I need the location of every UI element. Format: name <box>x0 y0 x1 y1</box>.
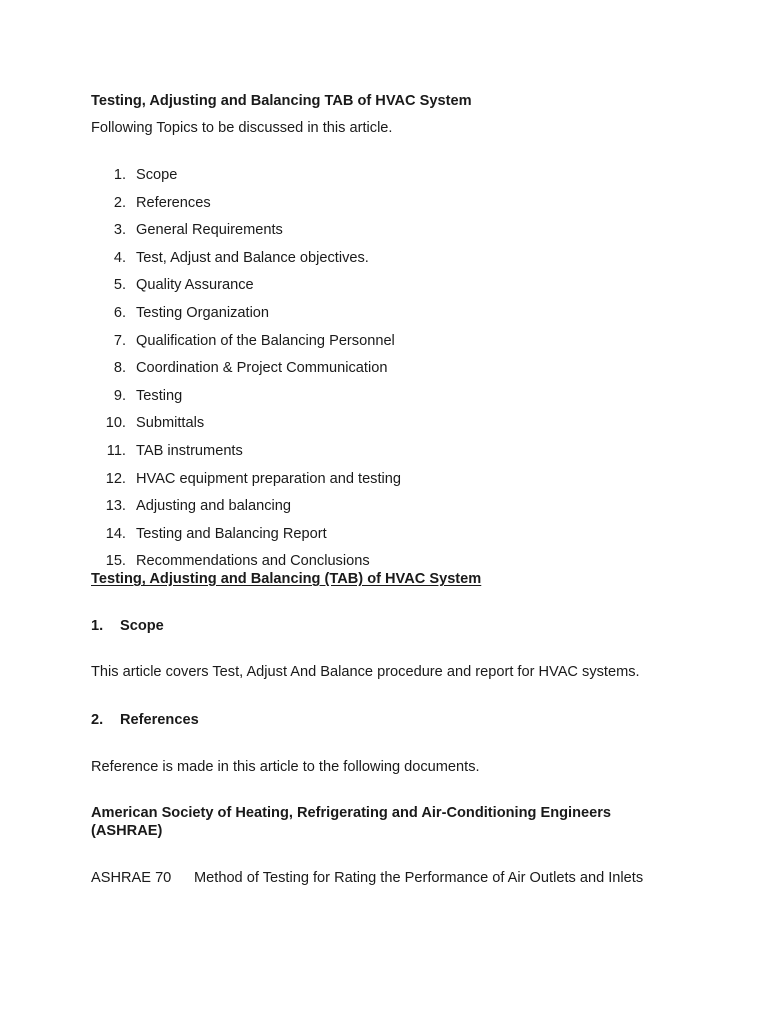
topic-number: 1. <box>113 167 126 183</box>
intro-lead: Following Topics to be discussed in this article. <box>91 120 393 136</box>
intro-title: Testing, Adjusting and Balancing TAB of HVAC System <box>91 93 472 109</box>
topic-label: Submittals <box>136 415 205 432</box>
section-title: References <box>120 712 199 728</box>
section-title: Scope <box>120 618 164 634</box>
topic-number: 13. <box>105 498 126 515</box>
topic-label: Testing and Balancing Report <box>136 525 327 542</box>
topics-list <box>91 167 691 577</box>
topic-number: 5. <box>113 277 126 294</box>
topic-label: HVAC equipment preparation and testing <box>136 470 402 487</box>
topic-label: Qualification of the Balancing Personnel <box>136 332 395 349</box>
topic-label: Test, Adjust and Balance objectives. <box>136 249 369 266</box>
scope-paragraph: This article covers Test, Adjust And Balance procedure and report for HVAC systems. <box>91 664 640 680</box>
topic-number: 6. <box>113 305 126 321</box>
topic-label: Quality Assurance <box>136 277 254 294</box>
topic-label: General Requirements <box>136 222 283 239</box>
section-heading-scope <box>91 618 391 638</box>
topic-label: Testing <box>136 387 183 404</box>
topic-label: Recommendations and Conclusions <box>136 553 370 570</box>
topic-number: 4. <box>113 249 126 266</box>
topic-number: 10. <box>105 415 126 432</box>
article-heading: Testing, Adjusting and Balancing (TAB) of HVAC System <box>91 571 482 587</box>
section-number: 1. <box>91 618 104 634</box>
topic-number: 8. <box>113 360 126 377</box>
reference-description: Method of Testing for Rating the Performance of Air Outlets and Inlets <box>194 870 644 886</box>
topic-number: 14. <box>105 525 126 542</box>
topic-number: 3. <box>113 222 126 239</box>
section-heading-references <box>91 712 391 732</box>
topic-number: 15. <box>105 553 126 570</box>
topic-label: Scope <box>136 167 178 183</box>
topic-number: 7. <box>113 332 126 349</box>
section-number: 2. <box>91 712 104 728</box>
topic-label: References <box>136 194 211 211</box>
topic-number: 12. <box>105 470 126 487</box>
topic-label: Adjusting and balancing <box>136 498 291 515</box>
topic-label: Coordination & Project Communication <box>136 360 388 377</box>
organization-name-line2: (ASHRAE) <box>91 823 163 839</box>
topic-label: TAB instruments <box>136 443 243 459</box>
reference-item <box>91 870 711 890</box>
organization-name-line1: American Society of Heating, Refrigerating and Air-Conditioning Engineers <box>91 805 612 821</box>
topic-number: 9. <box>113 387 126 404</box>
topic-number: 2. <box>113 194 126 211</box>
references-paragraph: Reference is made in this article to the following documents. <box>91 759 480 775</box>
topic-label: Testing Organization <box>136 305 270 321</box>
reference-code: ASHRAE 70 <box>91 870 172 886</box>
topic-number: 11. <box>106 443 126 459</box>
